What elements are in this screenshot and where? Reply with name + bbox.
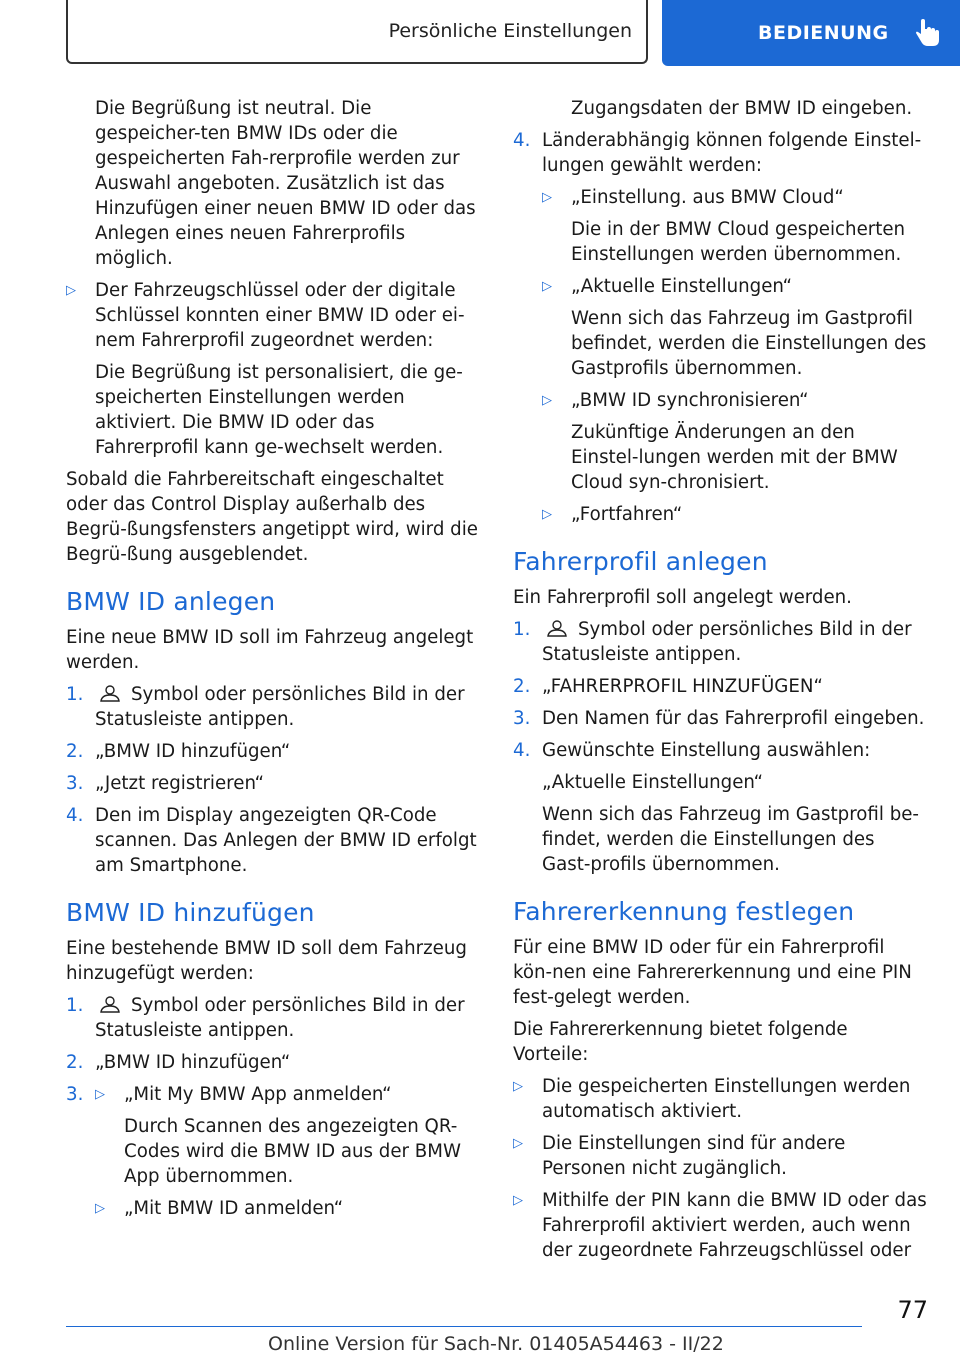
paragraph: Eine bestehende BMW ID soll dem Fahrzeug hinzugefügt werden:: [66, 938, 467, 984]
header-section-title: [66, 0, 648, 64]
step-item: [513, 674, 927, 699]
step-text: Symbol oder persönliches Bild in der Statusleiste antippen.: [95, 995, 465, 1041]
triangle-bullet-icon: ▷: [542, 507, 552, 522]
step-number: 4.: [66, 805, 84, 826]
step-text: Den Namen für das Fahrerprofil eingeben.: [542, 708, 925, 729]
triangle-bullet-icon: ▷: [542, 190, 552, 205]
step-number: 1.: [513, 619, 531, 640]
paragraph: Durch Scannen des angezeigten QR-Codes wird die BMW ID aus der BMW App übernommen.: [124, 1116, 461, 1187]
step-item: [66, 739, 480, 764]
option-label: „BMW ID synchronisieren“: [571, 390, 809, 411]
step-item: [513, 738, 927, 763]
step-number: 4.: [513, 740, 531, 761]
step-text: Länderabhängig können folgende Einstel-lungen gewählt werden:: [542, 130, 922, 176]
paragraph: Die Begrüßung ist personalisiert, die ge-speicherten Einstellungen werden aktiviert. Die BMW ID oder das Fahrerprofil kann ge-wechselt werden.: [95, 362, 463, 458]
bullet-text: Mithilfe der PIN kann die BMW ID oder das Fahrerprofil aktiviert werden, auch wenn der zugeordnete Fahrzeugschlüssel oder: [542, 1190, 927, 1261]
step-text: „BMW ID hinzufügen“: [95, 741, 291, 762]
step-number: 2.: [513, 676, 531, 697]
bullet-text: Der Fahrzeugschlüssel oder der digitale Schlüssel konnten einer BMW ID oder ei-nem Fahrerprofil zugeordnet werden:: [95, 280, 465, 351]
step-text: Symbol oder persönliches Bild in der Statusleiste antippen.: [542, 619, 912, 665]
paragraph: Zukünftige Änderungen an den Einstel-lungen werden mit der BMW Cloud syn-chronisiert.: [571, 422, 898, 493]
right-column: [513, 96, 927, 1270]
triangle-bullet-icon: ▷: [542, 393, 552, 408]
triangle-bullet-icon: ▷: [542, 279, 552, 294]
bullet-item: [513, 185, 927, 210]
step-item: [66, 1050, 480, 1075]
step-number: 2.: [66, 741, 84, 762]
triangle-bullet-icon: ▷: [513, 1079, 523, 1094]
person-icon: [99, 995, 121, 1013]
bullet-item: [513, 502, 927, 527]
step-number: 3.: [66, 773, 84, 794]
step-text: Symbol oder persönliches Bild in der Statusleiste antippen.: [95, 684, 465, 730]
hand-pointer-icon: [915, 19, 941, 47]
step-text: „BMW ID hinzufügen“: [95, 1052, 291, 1073]
option-label: „Einstellung. aus BMW Cloud“: [571, 187, 844, 208]
paragraph: Für eine BMW ID oder für ein Fahrerprofil kön-nen eine Fahrererkennung und eine PIN fest-gelegt werden.: [513, 937, 912, 1008]
bullet-text: „Mit BMW ID anmelden“: [124, 1198, 344, 1219]
bullet-item: [513, 1188, 927, 1263]
person-icon: [99, 684, 121, 702]
paragraph: Ein Fahrerprofil soll angelegt werden.: [513, 587, 852, 608]
option-label: „Aktuelle Einstellungen“: [571, 276, 793, 297]
step-item: [66, 1082, 480, 1107]
step-item: [66, 993, 480, 1043]
footer-version-text: Online Version für Sach-Nr. 01405A54463 - II/22: [268, 1333, 724, 1355]
bullet-item: [513, 1074, 927, 1124]
paragraph: Wenn sich das Fahrzeug im Gastprofil be-findet, werden die Einstellungen des Gast-profils übernommen.: [542, 804, 919, 875]
page-number: 77: [897, 1296, 928, 1324]
paragraph: Zugangsdaten der BMW ID eingeben.: [571, 98, 913, 119]
paragraph: Eine neue BMW ID soll im Fahrzeug angelegt werden.: [66, 627, 474, 673]
step-item: [513, 128, 927, 178]
bullet-text: Die Einstellungen sind für andere Personen nicht zugänglich.: [542, 1133, 846, 1179]
bullet-text: Die gespeicherten Einstellungen werden automatisch aktiviert.: [542, 1076, 911, 1122]
bullet-item: [513, 274, 927, 299]
left-column: [66, 96, 480, 1228]
step-item: [66, 803, 480, 878]
step-text: Den im Display angezeigten QR-Code scannen. Das Anlegen der BMW ID erfolgt am Smartphone.: [95, 805, 477, 876]
step-text: „Jetzt registrieren“: [95, 773, 265, 794]
bullet-item: [513, 1131, 927, 1181]
step-number: 2.: [66, 1052, 84, 1073]
step-text: „FAHRERPROFIL HINZUFÜGEN“: [542, 676, 823, 697]
triangle-bullet-icon: ▷: [66, 283, 76, 298]
step-number: 1.: [66, 995, 84, 1016]
triangle-bullet-icon: ▷: [513, 1136, 523, 1151]
step-item: [513, 706, 927, 731]
bullet-item: [513, 388, 927, 413]
step-text: „Mit My BMW App anmelden“: [124, 1084, 392, 1105]
step-number: 1.: [66, 684, 84, 705]
paragraph: „Aktuelle Einstellungen“: [542, 772, 764, 793]
paragraph: Die in der BMW Cloud gespeicherten Einstellungen werden übernommen.: [571, 219, 906, 265]
triangle-bullet-icon: ▷: [95, 1201, 105, 1216]
step-item: [66, 771, 480, 796]
bullet-item: [66, 1196, 480, 1221]
person-icon: [546, 619, 568, 637]
section-title: Persönliche Einstellungen: [388, 20, 632, 42]
step-text: Gewünschte Einstellung auswählen:: [542, 740, 871, 761]
step-number: 4.: [513, 130, 531, 151]
step-number: 3.: [513, 708, 531, 729]
header-chapter-tab: [662, 0, 960, 66]
footer-divider: [66, 1326, 862, 1327]
paragraph: Sobald die Fahrbereitschaft eingeschaltet oder das Control Display außerhalb des Begrü-ßungsfensters angetippt wird, wird die Begrü-ßung ausgeblendet.: [66, 469, 478, 565]
option-label: „Fortfahren“: [571, 504, 683, 525]
bullet-item: [66, 278, 480, 353]
chapter-title: BEDIENUNG: [758, 22, 889, 44]
paragraph: Die Begrüßung ist neutral. Die gespeicher-ten BMW IDs oder die gespeicherten Fah-rerprofile werden zur Auswahl angeboten. Zusätzlich ist das Hinzufügen einer neuen BMW ID oder das Anlegen eines neuen Fahrerprofils möglich.: [95, 98, 476, 269]
triangle-bullet-icon: ▷: [513, 1193, 523, 1208]
heading-fahrererkennung-festlegen: Fahrererkennung festlegen: [513, 897, 855, 926]
step-number: 3.: [66, 1084, 84, 1105]
step-item: [66, 682, 480, 732]
paragraph: Die Fahrererkennung bietet folgende Vorteile:: [513, 1019, 848, 1065]
heading-fahrerprofil-anlegen: Fahrerprofil anlegen: [513, 547, 768, 576]
paragraph: Wenn sich das Fahrzeug im Gastprofil befindet, werden die Einstellungen des Gastprofils übernommen.: [571, 308, 927, 379]
step-item: [513, 617, 927, 667]
heading-bmw-id-anlegen: BMW ID anlegen: [66, 587, 276, 616]
triangle-bullet-icon: ▷: [95, 1087, 105, 1102]
heading-bmw-id-hinzufuegen: BMW ID hinzufügen: [66, 898, 315, 927]
